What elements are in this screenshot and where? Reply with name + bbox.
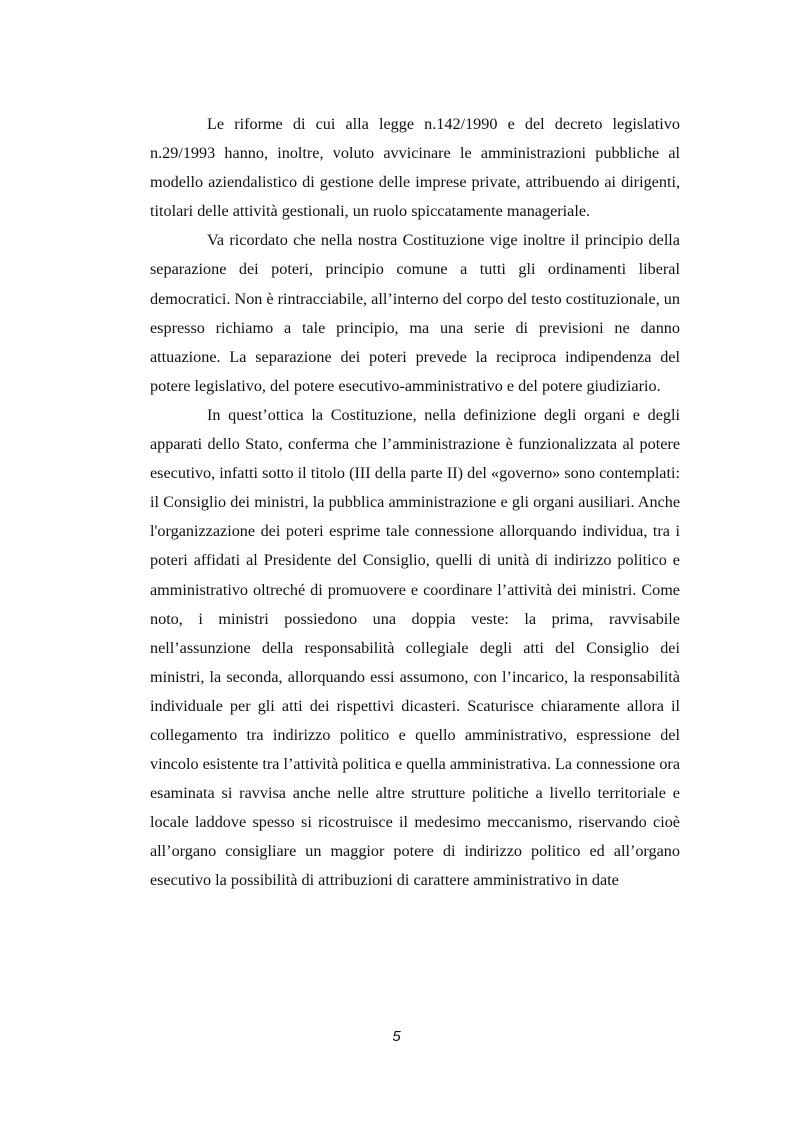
page-number: 5 bbox=[392, 1028, 401, 1045]
paragraph-costituzione: In quest’ottica la Costituzione, nella definizione degli organi e degli apparati dello Stato, conferma che l’amministrazione è funzionalizzata al potere esecutivo, infatti sotto il titolo (III della parte II) del «governo» sono contemplati: il Consiglio dei ministri, la pubblica amministrazione e gli organi ausiliari. Anche l'organizzazione dei poteri esprime tale connessione allorquando individua, tra i poteri affidati al Presidente del Consiglio, quelli di unità di indirizzo politico e amministrativo oltreché di promuovere e coordinare l’attività dei ministri. Come noto, i ministri possiedono una doppia veste: la prima, ravvisabile nell’assunzione della responsabilità collegiale degli atti del Consiglio dei ministri, la seconda, allorquando essi assumono, con l’incarico, la responsabilità individuale per gli atti dei rispettivi dicasteri. Scaturisce chiaramente allora il collegamento tra indirizzo politico e quello amministrativo, espressione del vincolo esistente tra l’attività politica e quella amministrativa. La connessione ora esaminata si ravvisa anche nelle altre strutture politiche a livello territoriale e locale laddove spesso si ricostruisce il medesimo meccanismo, riservando cioè all’organo consigliare un maggior potere di indirizzo politico ed all’organo esecutivo la possibilità di attribuzioni di carattere amministrativo in date bbox=[150, 405, 680, 890]
body-text bbox=[150, 110, 680, 896]
paragraph-separazione-poteri: Va ricordato che nella nostra Costituzione vige inoltre il principio della separazione dei poteri, principio comune a tutti gli ordinamenti liberal democratici. Non è rintracciabile, all’interno del corpo del testo costituzionale, un espresso richiamo a tale principio, ma una serie di previsioni ne danno attuazione. La separazione dei poteri prevede la reciproca indipendenza del potere legislativo, del potere esecutivo-amministrativo e del potere giudiziario. bbox=[150, 231, 680, 395]
paragraph-riforme: Le riforme di cui alla legge n.142/1990 e del decreto legislativo n.29/1993 hanno, inoltre, voluto avvicinare le amministrazioni pubbliche al modello aziendalistico di gestione delle imprese private, attribuendo ai dirigenti, titolari delle attività gestionali, un ruolo spiccatamente manageriale. bbox=[150, 115, 680, 221]
